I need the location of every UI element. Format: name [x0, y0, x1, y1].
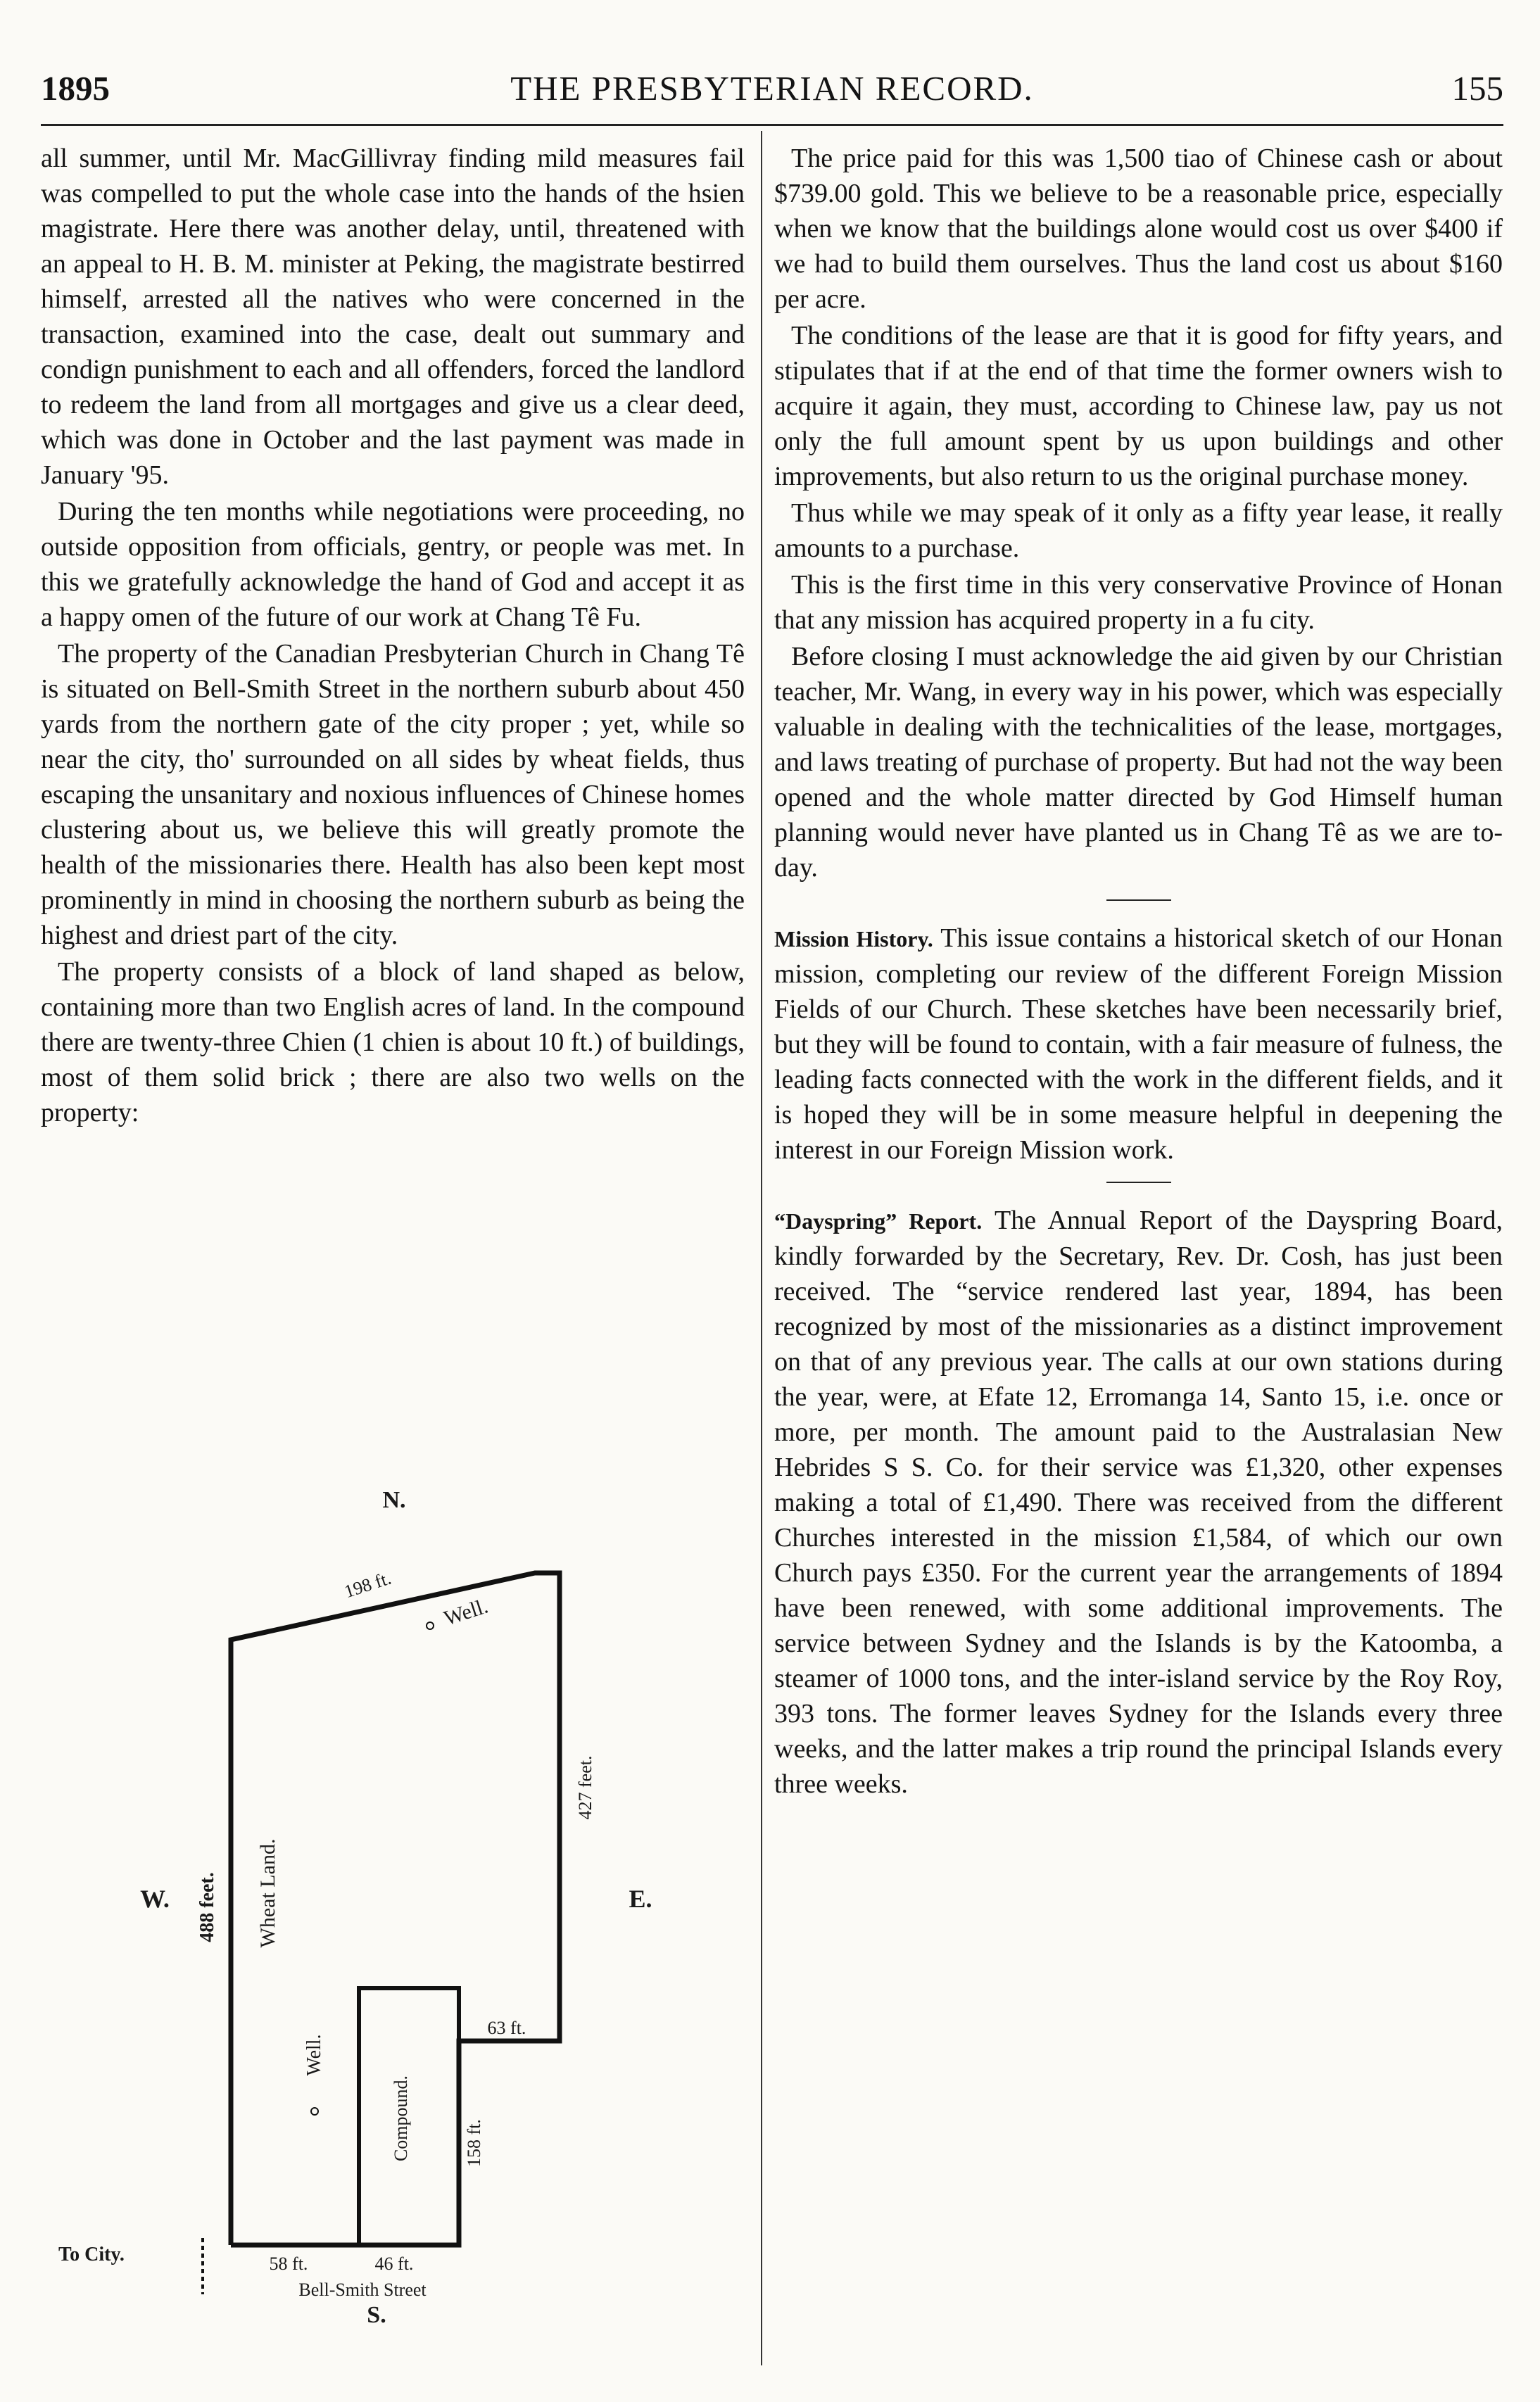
wheat-land-label: Wheat Land.: [256, 1838, 279, 1948]
compound-label: Compound.: [391, 2075, 411, 2162]
right-paragraph-1: The price paid for this was 1,500 tiao of Chinese cash or about $739.00 gold. This we believe to be a reasonable price, especially when we know that the buildings alone would cost us over $400 if we had to build them ourselves. Thus the land cost us about $160 per acre.: [774, 144, 1503, 314]
well-top-marker: [427, 1622, 434, 1629]
left-paragraph-1: all summer, until Mr. MacGillivray finding mild measures fail was compelled to put the whole case into the hands of the hsien magistrate. Here there was another delay, until, threatened with an appeal to H. B. M. minister at Peking, the magistrate bestirred himself, arrested all the natives who were concerned in the transaction, examined into the case, dealt out summary and condign punishment to each and all offenders, forced the landlord to redeem the land from all mortgages and give us a clear deed, which was done in October and the last payment was made in January '95.: [41, 144, 745, 490]
dayspring-report-heading: “Dayspring” Report.: [774, 1208, 983, 1234]
right-paragraph-3: Thus while we may speak of it only as a fifty year lease, it really amounts to a purchase.: [774, 498, 1503, 563]
header-rule: [41, 124, 1503, 126]
mission-history-paragraph: [774, 921, 1503, 1168]
left-paragraph-4: The property consists of a block of land shaped as below, containing more than two English acres of land. In the compound there are twenty-three Chien (1 chien is about 10 ft.) of buildings, most of them solid brick ; there are also two wells on the property:: [41, 957, 745, 1127]
right-paragraph-2: The conditions of the lease are that it is good for fifty years, and stipulates that if at the end of that time the former owners wish to acquire it again, they must, according to Chinese law, pay us not only the full amount spent by us upon buildings and other improvements, but also return to us the original purchase money.: [774, 321, 1503, 491]
mission-history-heading: Mission History.: [774, 926, 933, 952]
step-edge-label: 63 ft.: [487, 2018, 526, 2038]
section-separator: [1106, 1182, 1171, 1183]
right-column: [774, 141, 1503, 1802]
well-left-label: Well.: [303, 2034, 325, 2076]
well-top-label: Well.: [441, 1594, 491, 1631]
to-city-label: To City.: [58, 2244, 125, 2265]
compass-south: S.: [367, 2302, 386, 2328]
dayspring-report-text: The Annual Report of the Dayspring Board, kindly forwarded by the Secretary, Rev. Dr. Cosh, has just been received. The “service rendered last year, 1894, has been recognized by most of the missionaries as a distinct improvement on that of any previous year. The calls at our own stations during the year, were, at Efate 12, Erromanga 14, Santo 15, i.e. once or more, per month. The amount paid to the Australasian New Hebrides S S. Co. for their service was £1,320, other expenses making a total of £1,490. There was received from the different Churches interested in the mission £1,584, of which our own Church pays £350. For the current year the arrangements of 1894 have been renewed, with some additional improvements. The service between Sydney and the Islands is by the Katoomba, a steamer of 1000 tons, and the inter-island service by the Roy Roy, 393 tons. The former leaves Sydney for the Islands every three weeks, and the latter makes a trip round the principal Islands every three weeks.: [774, 1206, 1503, 1799]
header-title: THE PRESBYTERIAN RECORD.: [510, 69, 1034, 108]
top-edge-label: 198 ft.: [341, 1567, 394, 1603]
bottom-right-label: 46 ft.: [374, 2254, 414, 2274]
compass-east: E.: [629, 1885, 652, 1913]
dayspring-report-paragraph: [774, 1203, 1503, 1802]
right-paragraph-5: Before closing I must acknowledge the aid given by our Christian teacher, Mr. Wang, in every way in his power, which was especially valuable in dealing with the technicalities of the lease, mortgages, and laws treating of purchase of property. But had not the way been opened and the whole matter directed by God Himself human planning would never have planted us in Chang Tê as we are to-day.: [774, 642, 1503, 883]
right-edge-label: 427 feet.: [575, 1755, 595, 1820]
left-edge-label: 488 feet.: [196, 1872, 218, 1942]
column-divider: [761, 131, 762, 2365]
left-paragraph-3: The property of the Canadian Presbyterian Church in Chang Tê is situated on Bell-Smith Street in the northern suburb about 450 yards from the northern gate of the city proper ; yet, while so near the city, tho' surrounded on all sides by wheat fields, thus escaping the unsanitary and noxious influences of Chinese homes clustering about us, we believe this will greatly promote the health of the missionaries there. Health has also been kept most prominently in mind in choosing the northern suburb as being the highest and driest part of the city.: [41, 639, 745, 950]
header-page-number: 155: [1451, 69, 1503, 108]
header-year: 1895: [41, 69, 110, 108]
bottom-left-label: 58 ft.: [269, 2254, 308, 2274]
compass-west: W.: [140, 1885, 170, 1913]
page-header: [41, 68, 1503, 117]
inner-edge-label: 158 ft.: [464, 2119, 484, 2167]
street-label: Bell-Smith Street: [298, 2280, 427, 2300]
mission-history-text: This issue contains a historical sketch of our Honan mission, completing our review of the different Foreign Mission Fields of our Church. These sketches have been necessarily brief, but they will be found to contain, with a fair measure of fulness, the leading facts connected with the work in the different fields, and it is hoped they will be in some measure helpful in deepening the interest in our Foreign Mission work.: [774, 923, 1503, 1165]
property-map: [42, 1485, 746, 2330]
left-column: [41, 141, 745, 1130]
section-separator: [1106, 899, 1171, 901]
well-left-marker: [311, 2108, 318, 2115]
left-paragraph-2: During the ten months while negotiations were proceeding, no outside opposition from officials, gentry, or people was met. In this we gratefully acknowledge the hand of God and accept it as a happy omen of the future of our work at Chang Tê Fu.: [41, 497, 745, 632]
right-paragraph-4: This is the first time in this very conservative Province of Honan that any mission has acquired property in a fu city.: [774, 570, 1503, 635]
compass-north: N.: [382, 1487, 406, 1513]
property-map-svg: [42, 1485, 746, 2330]
